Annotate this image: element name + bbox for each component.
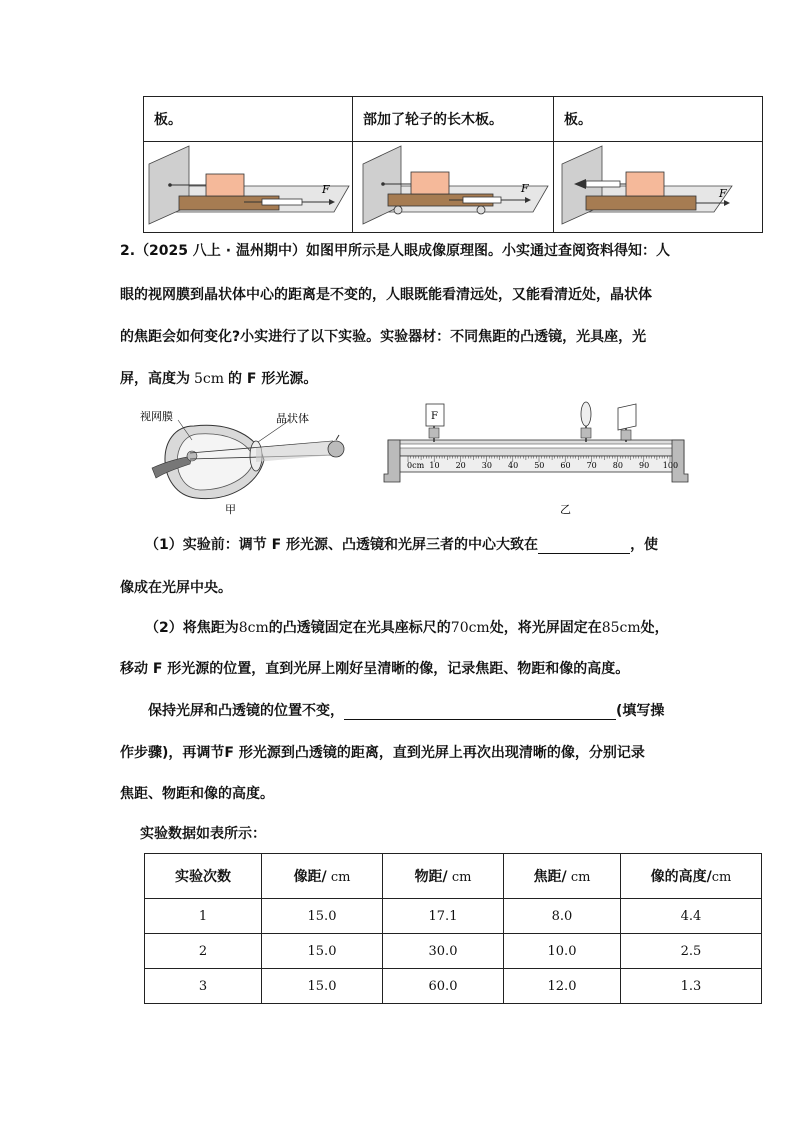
part2-line-1: （2）将焦距为8cm的凸透镜固定在光具座标尺的70cm处，将光屏固定在85cm处， [145, 620, 669, 636]
wooden-board-setup-figure [144, 142, 352, 228]
retina-label: 视网膜 [140, 410, 173, 423]
table-cell-3: 板。 [554, 97, 763, 142]
part2-line-3: 保持光屏和凸透镜的位置不变， (填写操 [148, 703, 665, 719]
part2-line-2: 移动 F 形光源的位置，直到光屏上刚好呈清晰的像，记录焦距、物距和像的高度。 [120, 661, 630, 677]
friction-figure-table [143, 96, 763, 233]
header-cell: 焦距/ cm [504, 854, 621, 899]
eye-diagram [140, 409, 344, 516]
header-cell: 实验次数 [145, 854, 262, 899]
question-line-2: 眼的视网膜到晶状体中心的距离是不变的，人眼既能看清远处，又能看清近处，晶状体 [120, 287, 652, 303]
ruler-tick-label: 80 [612, 461, 623, 470]
ruler-zero-label: 0cm [407, 461, 425, 470]
caption-yi: 乙 [560, 503, 571, 516]
header-cell: 物距/ cm [383, 854, 504, 899]
ruler-tick-label: 40 [508, 461, 519, 470]
question-line-4: 屏，高度为 5cm 的 F 形光源。 [120, 371, 318, 387]
header-cell: 像距/ cm [262, 854, 383, 899]
force-label: F [719, 187, 727, 200]
board-pulled-setup-figure [554, 142, 762, 228]
optical-bench-diagram [384, 402, 688, 516]
part1-line-2: 像成在光屏中央。 [120, 580, 232, 596]
ruler-tick-label: 100 [662, 461, 679, 470]
part2-line-4: 作步骤)，再调节F 形光源到凸透镜的距离，直到光屏上再次出现清晰的像，分别记录 [120, 745, 645, 761]
force-label: F [521, 182, 529, 195]
experiment-data-table [144, 853, 762, 1004]
figure-cell-3 [554, 142, 763, 233]
question-source: （2025 八上 · 温州期中） [135, 243, 306, 259]
ruler-tick-label: 30 [481, 461, 492, 470]
wheeled-board-setup-figure [353, 142, 553, 228]
experiment-figure [130, 398, 690, 516]
lens-label: 晶状体 [276, 412, 309, 425]
table-row: 3 15.0 60.0 12.0 1.3 [145, 969, 762, 1004]
part2-line-5: 焦距、物距和像的高度。 [120, 786, 274, 802]
ruler-tick-label: 70 [586, 461, 597, 470]
ruler-tick-label: 60 [560, 461, 571, 470]
ruler-tick-label: 90 [639, 461, 650, 470]
caption-jia: 甲 [225, 503, 236, 516]
ruler-tick-label: 50 [534, 461, 545, 470]
table-cell-1: 板。 [144, 97, 353, 142]
ruler-tick-label: 20 [455, 461, 466, 470]
figure-cell-1 [144, 142, 353, 233]
source-letter: F [431, 411, 438, 422]
header-cell: 像的高度/cm [621, 854, 762, 899]
question-line-1: 2.（2025 八上 · 温州期中）如图甲所示是人眼成像原理图。小实通过查阅资料得知：人 [120, 243, 670, 259]
table-cell-2: 部加了轮子的长木板。 [353, 97, 554, 142]
table-intro: 实验数据如表所示： [140, 826, 266, 842]
table-row: 1 15.0 17.1 8.0 4.4 [145, 899, 762, 934]
force-label: F [322, 183, 330, 196]
figure-cell-2 [353, 142, 554, 233]
answer-blank-1[interactable] [538, 539, 630, 554]
question-line-3: 的焦距会如何变化?小实进行了以下实验。实验器材：不同焦距的凸透镜，光具座，光 [120, 329, 647, 345]
question-number: 2. [120, 243, 136, 259]
table-row: 2 15.0 30.0 10.0 2.5 [145, 934, 762, 969]
ruler-tick-label: 10 [429, 461, 440, 470]
part1-line-1: （1）实验前：调节 F 形光源、凸透镜和光屏三者的中心大致在 ，使 [145, 537, 659, 553]
answer-blank-2[interactable] [344, 705, 616, 720]
